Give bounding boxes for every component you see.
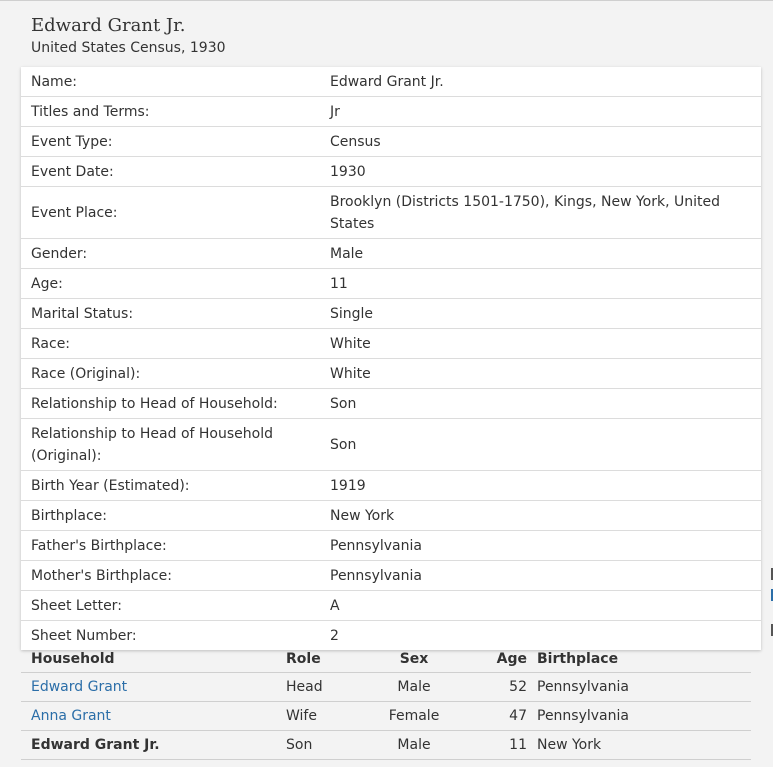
detail-label: Titles and Terms: bbox=[31, 103, 150, 120]
detail-label: Event Type: bbox=[31, 133, 113, 150]
household-column-header: Household bbox=[21, 645, 286, 673]
collection-name: United States Census, 1930 bbox=[31, 40, 226, 56]
detail-value: Pennsylvania bbox=[330, 537, 422, 554]
record-title: Edward Grant Jr. bbox=[31, 15, 186, 36]
household-table bbox=[21, 645, 751, 760]
sex-column-header: Sex bbox=[381, 645, 447, 673]
detail-value: Pennsylvania bbox=[330, 567, 422, 584]
detail-label: Gender: bbox=[31, 245, 88, 262]
detail-label: Birthplace: bbox=[31, 507, 107, 524]
detail-row-mother-birthplace bbox=[21, 560, 761, 590]
detail-label: Mother's Birthplace: bbox=[31, 567, 172, 584]
member-birthplace: New York bbox=[537, 731, 751, 760]
table-row bbox=[21, 673, 751, 702]
detail-label: Race: bbox=[31, 335, 71, 352]
detail-row-birthplace bbox=[21, 500, 761, 530]
detail-value: Single bbox=[330, 305, 374, 322]
member-age: 52 bbox=[447, 673, 537, 702]
detail-value: New York bbox=[330, 507, 395, 524]
record-details-card bbox=[21, 67, 761, 650]
detail-value: 11 bbox=[330, 275, 348, 292]
detail-row-event-place bbox=[21, 186, 761, 238]
household-header-row bbox=[21, 645, 751, 673]
detail-row-name bbox=[21, 67, 761, 96]
detail-row-relationship bbox=[21, 388, 761, 418]
detail-row-sheet-letter bbox=[21, 590, 761, 620]
detail-row-event-date bbox=[21, 156, 761, 186]
detail-label: Father's Birthplace: bbox=[31, 537, 167, 554]
detail-row-relationship-original bbox=[21, 418, 761, 470]
detail-row-titles bbox=[21, 96, 761, 126]
detail-value: Brooklyn (Districts 1501-1750), Kings, New York, United States bbox=[330, 193, 720, 232]
member-birthplace: Pennsylvania bbox=[537, 673, 751, 702]
top-border bbox=[0, 0, 773, 1]
household-member-link[interactable]: Anna Grant bbox=[31, 708, 111, 724]
detail-row-birth-year bbox=[21, 470, 761, 500]
detail-label: Birth Year (Estimated): bbox=[31, 477, 190, 494]
detail-label: Sheet Number: bbox=[31, 627, 137, 644]
member-age: 47 bbox=[447, 702, 537, 731]
detail-row-gender bbox=[21, 238, 761, 268]
table-row bbox=[21, 702, 751, 731]
detail-row-race-original bbox=[21, 358, 761, 388]
detail-value: Male bbox=[330, 245, 364, 262]
detail-value: Son bbox=[330, 395, 357, 412]
detail-label: Sheet Letter: bbox=[31, 597, 122, 614]
detail-label: Relationship to Head of Household: bbox=[31, 395, 278, 412]
detail-value: Edward Grant Jr. bbox=[330, 73, 444, 90]
detail-label: Age: bbox=[31, 275, 63, 292]
detail-value: 1930 bbox=[330, 163, 366, 180]
detail-row-race bbox=[21, 328, 761, 358]
detail-row-age bbox=[21, 268, 761, 298]
member-sex: Male bbox=[381, 731, 447, 760]
detail-label: Race (Original): bbox=[31, 365, 141, 382]
detail-label: Event Place: bbox=[31, 204, 118, 221]
detail-value: White bbox=[330, 365, 371, 382]
detail-value: White bbox=[330, 335, 371, 352]
detail-value: 1919 bbox=[330, 477, 366, 494]
detail-label: Relationship to Head of Household (Original): bbox=[31, 425, 273, 464]
detail-value: 2 bbox=[330, 627, 339, 644]
record-header bbox=[31, 14, 226, 57]
member-age: 11 bbox=[447, 731, 537, 760]
detail-value: Jr bbox=[330, 103, 340, 120]
member-role: Son bbox=[286, 731, 381, 760]
birthplace-column-header: Birthplace bbox=[537, 645, 751, 673]
household-member-link[interactable]: Edward Grant bbox=[31, 679, 128, 695]
member-sex: Male bbox=[381, 673, 447, 702]
detail-row-event-type bbox=[21, 126, 761, 156]
detail-label: Name: bbox=[31, 73, 78, 90]
member-role: Wife bbox=[286, 702, 381, 731]
detail-label: Event Date: bbox=[31, 163, 114, 180]
detail-row-father-birthplace bbox=[21, 530, 761, 560]
detail-label: Marital Status: bbox=[31, 305, 134, 322]
detail-value: Son bbox=[330, 436, 357, 453]
member-sex: Female bbox=[381, 702, 447, 731]
role-column-header: Role bbox=[286, 645, 381, 673]
detail-value: Census bbox=[330, 133, 381, 150]
detail-row-marital-status bbox=[21, 298, 761, 328]
age-column-header: Age bbox=[447, 645, 537, 673]
current-person-name: Edward Grant Jr. bbox=[31, 737, 160, 753]
member-role: Head bbox=[286, 673, 381, 702]
member-birthplace: Pennsylvania bbox=[537, 702, 751, 731]
detail-value: A bbox=[330, 597, 340, 614]
table-row bbox=[21, 731, 751, 760]
